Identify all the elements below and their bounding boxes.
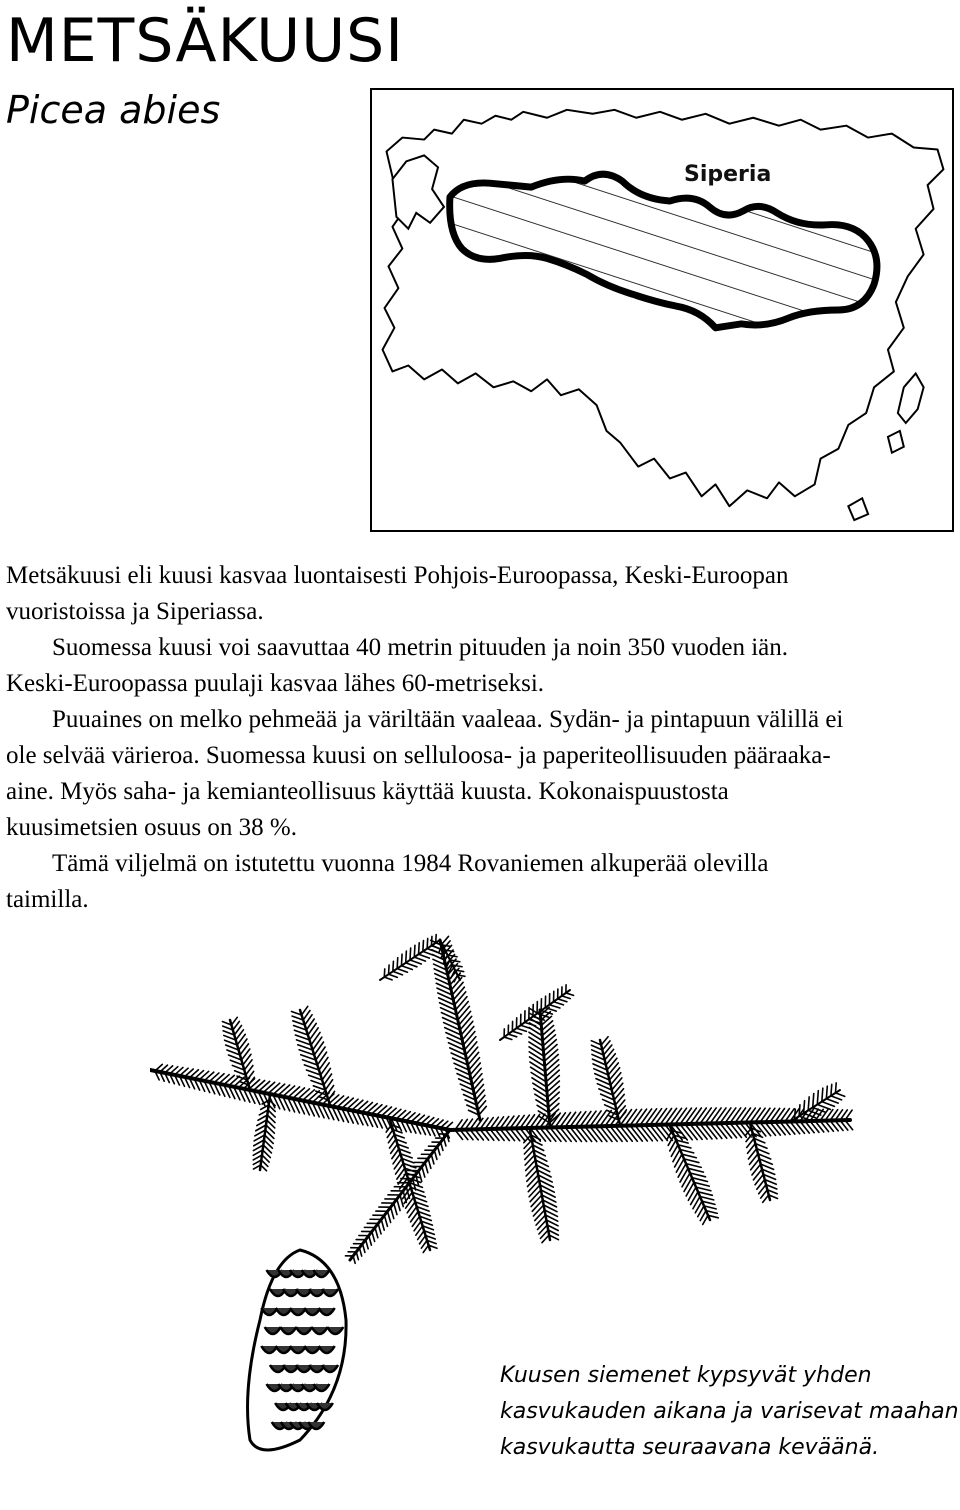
paragraph: Metsäkuusi eli kuusi kasvaa luontaisesti Pohjois-Euroopassa, Keski-Euroopan vuoristoissa ja Siperiassa. [6,562,789,625]
caption-line: Kuusen siemenet kypsyvät yhden [500,1363,872,1388]
island-outline [848,498,868,520]
description-text [6,558,856,918]
page-title: METSÄKUUSI [6,6,404,76]
caption-line: kasvukauden aikana ja varisevat maahan [500,1399,959,1424]
paragraph: Puuaines on melko pehmeää ja väriltään vaaleaa. Sydän- ja pintapuun välillä ei ole selvää värieroa. Suomessa kuusi on selluloosa- ja paperiteollisuuden pääraaka-aine. Myös saha- ja kemianteollisuus käyttää kuusta. Kokonaispuustosta kuusimetsien osuus on 38 %. [6,706,844,841]
distribution-map [370,88,954,532]
paragraph: Suomessa kuusi voi saavuttaa 40 metrin pituuden ja noin 350 vuoden iän. Keski-Euroopassa puulaji kasvaa lähes 60-metriseksi. [6,634,788,697]
island-outline [888,431,904,453]
paragraph: Tämä viljelmä on istutettu vuonna 1984 Rovaniemen alkuperää olevilla taimilla. [6,850,769,913]
caption-line: kasvukautta seuraavana keväänä. [500,1435,880,1460]
image-caption [500,1358,960,1466]
spruce-cone [248,1250,347,1450]
japan-outline [898,373,924,423]
map-label-siberia: Siperia [684,162,772,187]
scientific-name: Picea abies [6,88,221,132]
eurasia-map-outline [372,90,952,530]
